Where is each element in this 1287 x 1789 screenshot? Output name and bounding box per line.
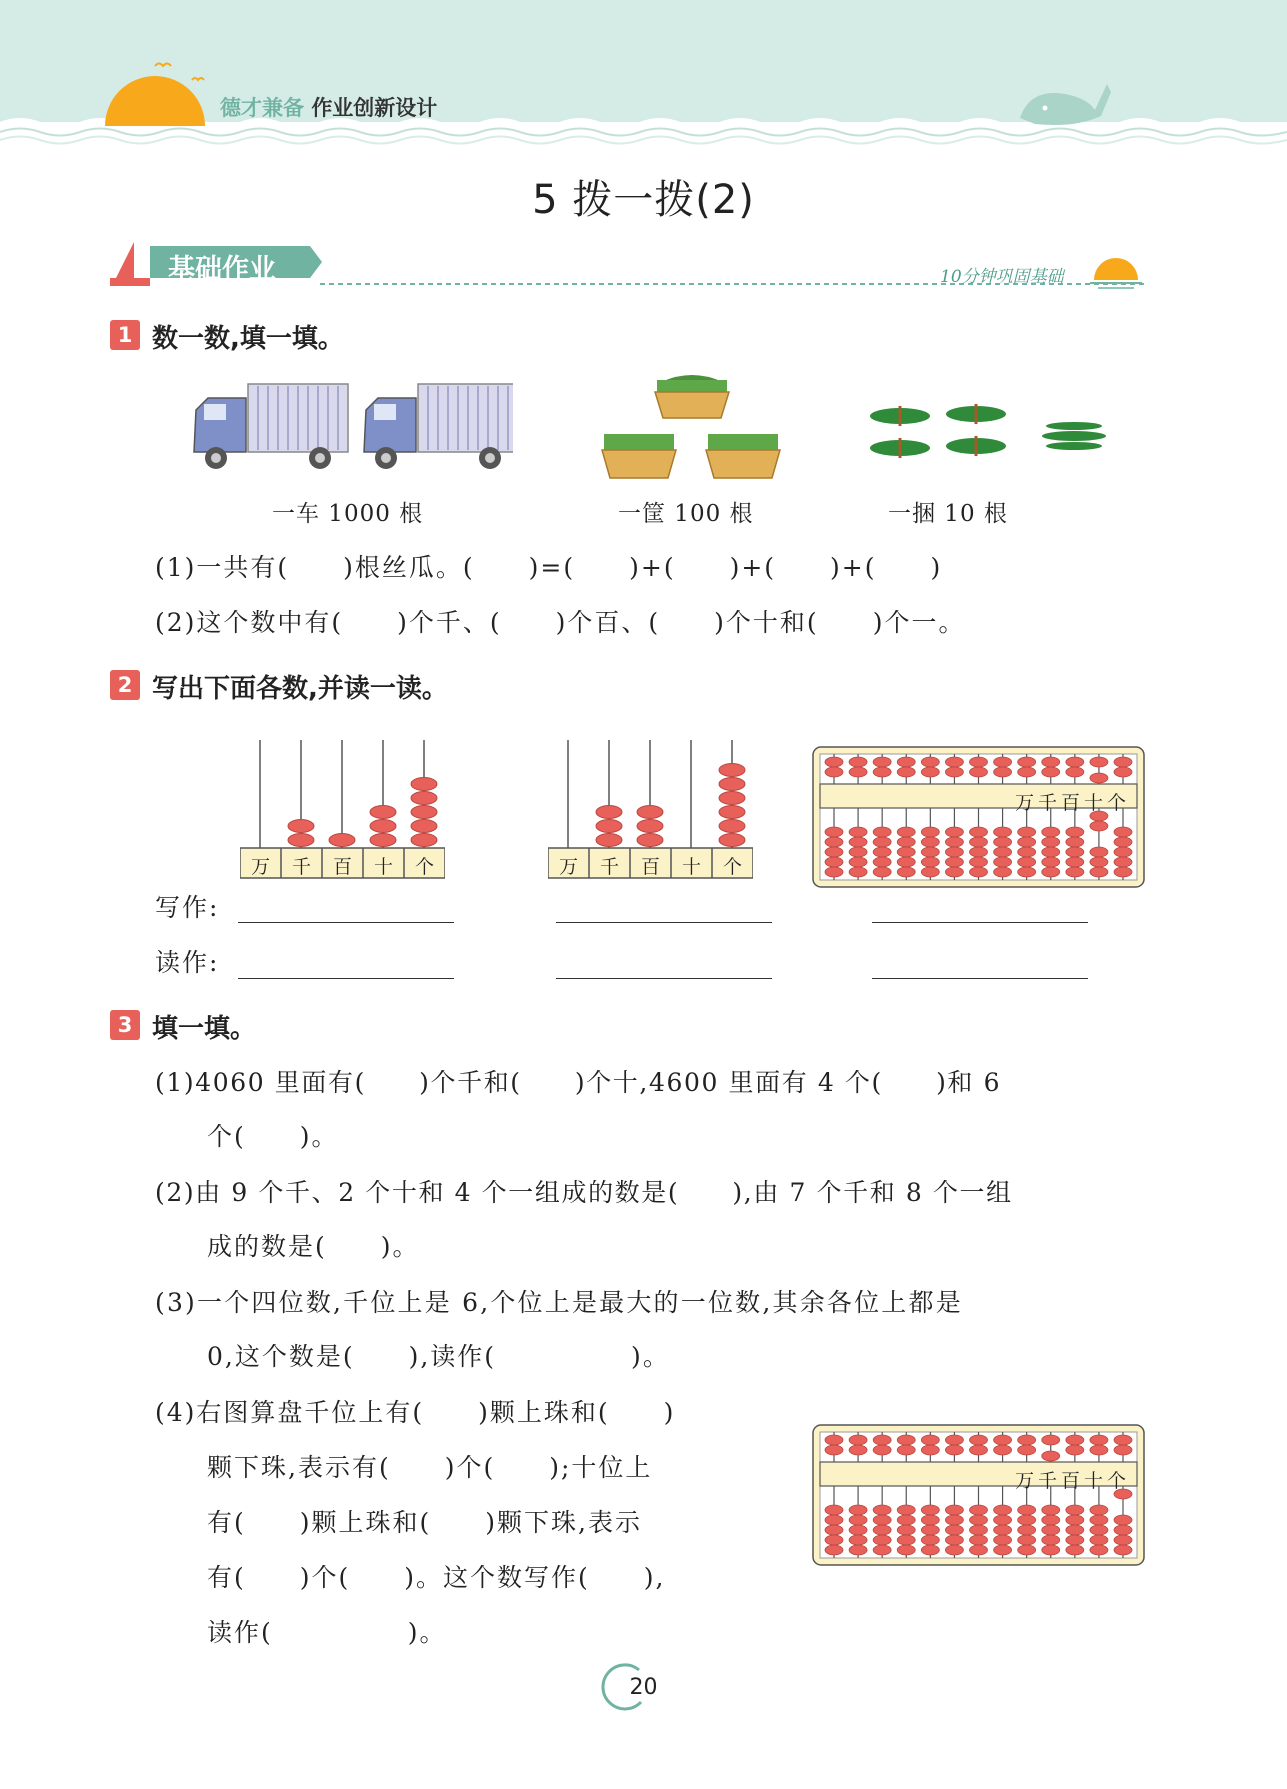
abacus-bead [1066,1505,1084,1515]
abacus-bead [970,757,988,767]
abacus-bead [945,1445,963,1455]
abacus-bead [921,1515,939,1525]
abacus-label: 万 [1015,792,1036,814]
bundle-icon [868,400,1113,475]
write-answer-2[interactable] [556,922,772,923]
abacus-bead [1018,1515,1036,1525]
q1-number: 1 [110,320,140,350]
abacus-bead [970,867,988,877]
abacus-bead [970,1505,988,1515]
abacus-bead [873,1445,891,1455]
abacus-bead [970,1445,988,1455]
abacus-bead [945,827,963,837]
abacus-label: 十 [1084,792,1105,814]
abacus-bead [873,1435,891,1445]
abacus-bead [994,857,1012,867]
abacus-bead [921,1525,939,1535]
abacus-bead [945,1545,963,1555]
abacus-bead [1114,1435,1132,1445]
abacus-bead [921,757,939,767]
abacus-bead [1114,857,1132,867]
abacus-bead [921,1445,939,1455]
abacus-bead [1042,827,1060,837]
q3-item-line: 读作( )。 [207,1618,447,1647]
abacus-bead [1090,1505,1108,1515]
abacus-bead [1090,757,1108,767]
q3-item-line: (4)右图算盘千位上有( )颗上珠和( ) [155,1398,676,1427]
section-note: 10分钟巩固基础 [940,267,1064,287]
abacus-bead [945,837,963,847]
q3-item-line: 颗下珠,表示有( )个( );十位上 [207,1453,653,1482]
abacus-bead [1042,1545,1060,1555]
abacus-bead [921,1545,939,1555]
abacus-bead [1114,1545,1132,1555]
abacus-bead [849,827,867,837]
abacus-bead [897,827,915,837]
abacus-beads [812,746,1145,888]
abacus-bead [994,1545,1012,1555]
abacus-bead [1090,857,1108,867]
place-label: 个 [723,856,744,878]
abacus-bead [1114,837,1132,847]
abacus-label: 个 [1107,792,1128,814]
abacus-label: 百 [1061,792,1082,814]
abacus-bead [849,757,867,767]
abacus-bead [849,1515,867,1525]
abacus-bead [921,1505,939,1515]
small-sun-icon [1090,250,1142,290]
place-label: 万 [559,856,580,878]
abacus-bead [1018,837,1036,847]
abacus-bead [1090,1535,1108,1545]
abacus-bead [1090,773,1108,783]
q1-line-2: (2)这个数中有( )个千、( )个百、( )个十和( )个一。 [155,608,966,637]
abacus-bead [825,1525,843,1535]
abacus-bead [873,1505,891,1515]
abacus-bead [1066,837,1084,847]
q3-item-line: (2)由 9 个千、2 个十和 4 个一组成的数是( ),由 7 个千和 8 个一组 [155,1178,1013,1207]
abacus-1 [812,746,1145,888]
abacus-bead [1018,1535,1036,1545]
abacus-bead [994,1505,1012,1515]
abacus-bead [1018,1445,1036,1455]
abacus-bead [849,1545,867,1555]
abacus-bead [1018,827,1036,837]
abacus-bead [897,767,915,777]
abacus-bead [897,1515,915,1525]
abacus-bead [921,847,939,857]
abacus-bead [849,1505,867,1515]
abacus-bead [873,857,891,867]
abacus-bead [945,1435,963,1445]
abacus-bead [994,837,1012,847]
place-label: 百 [641,856,662,878]
abacus-bead [1090,1435,1108,1445]
abacus-bead [1042,1535,1060,1545]
abacus-label: 千 [1038,792,1059,814]
abacus-bead [1018,847,1036,857]
abacus-bead [921,827,939,837]
abacus-bead [1042,857,1060,867]
abacus-bead [897,1535,915,1545]
counting-frame-1 [240,740,445,882]
read-answer-2[interactable] [556,978,772,979]
page-number: 20 [629,1675,658,1700]
abacus-bead [970,857,988,867]
abacus-bead [1114,1525,1132,1535]
abacus-beads [812,1424,1145,1566]
abacus-bead [873,1515,891,1525]
abacus-bead [873,1545,891,1555]
abacus-bead [970,1435,988,1445]
whale-icon [1015,78,1115,128]
abacus-bead [849,1435,867,1445]
abacus-bead [970,827,988,837]
abacus-bead [1042,837,1060,847]
abacus-bead [825,757,843,767]
abacus-bead [1114,757,1132,767]
abacus-bead [1042,1525,1060,1535]
place-label: 十 [682,856,703,878]
abacus-bead [921,867,939,877]
abacus-bead [1042,1451,1060,1461]
abacus-bead [897,847,915,857]
abacus-bead [1042,1505,1060,1515]
abacus-bead [921,1435,939,1445]
abacus-bead [970,1545,988,1555]
abacus-label: 个 [1107,1470,1128,1492]
abacus-bead [1114,827,1132,837]
sun-logo-icon [100,58,210,130]
abacus-bead [825,1545,843,1555]
abacus-bead [897,1445,915,1455]
q3-item-line: (1)4060 里面有( )个千和( )个十,4600 里面有 4 个( )和 6 [155,1068,1002,1097]
abacus-bead [1018,867,1036,877]
abacus-bead [897,1545,915,1555]
abacus-bead [1066,867,1084,877]
write-label: 写作: [155,893,220,922]
abacus-bead [849,1525,867,1535]
q1-line-1: (1)一共有( )根丝瓜。( )=( )+( )+( )+( ) [155,553,943,582]
q3-number: 3 [110,1010,140,1040]
abacus-bead [1018,1435,1036,1445]
abacus-bead [921,767,939,777]
abacus-bead [945,1515,963,1525]
abacus-bead [1090,1515,1108,1525]
abacus-bead [897,1435,915,1445]
read-label: 读作: [155,948,220,977]
abacus-bead [945,767,963,777]
q3-title: 填一填。 [152,1014,257,1044]
abacus-bead [849,857,867,867]
abacus-bead [849,847,867,857]
abacus-bead [1042,757,1060,767]
abacus-bead [849,1445,867,1455]
abacus-bead [921,1535,939,1545]
abacus-bead [873,1525,891,1535]
abacus-bead [1042,1515,1060,1525]
abacus-bead [994,847,1012,857]
abacus-bead [921,837,939,847]
abacus-bead [1066,1515,1084,1525]
abacus-bead [825,1515,843,1525]
abacus-bead [825,867,843,877]
abacus-bead [825,1445,843,1455]
abacus-bead [1042,767,1060,777]
abacus-bead [945,1535,963,1545]
abacus-bead [1114,867,1132,877]
abacus-label: 万 [1015,1470,1036,1492]
abacus-bead [994,867,1012,877]
abacus-bead [849,837,867,847]
counting-frame-2 [548,740,753,882]
abacus-bead [897,757,915,767]
abacus-bead [1090,867,1108,877]
abacus-bead [849,767,867,777]
abacus-bead [970,1515,988,1525]
abacus-bead [970,1525,988,1535]
abacus-bead [873,847,891,857]
abacus-bead [825,1435,843,1445]
truck-icon [188,380,513,475]
abacus-bead [873,767,891,777]
place-label: 千 [600,856,621,878]
abacus-bead [945,757,963,767]
abacus-bead [970,847,988,857]
abacus-bead [873,1535,891,1545]
abacus-bead [1066,1435,1084,1445]
brand [220,92,437,122]
abacus-bead [994,757,1012,767]
abacus-bead [873,757,891,767]
abacus-label: 千 [1038,1470,1059,1492]
abacus-bead [825,767,843,777]
abacus-bead [825,857,843,867]
abacus-bead [1018,1505,1036,1515]
abacus-bead [994,767,1012,777]
abacus-bead [1114,1535,1132,1545]
abacus-bead [1018,1545,1036,1555]
abacus-bead [1066,1445,1084,1455]
abacus-bead [970,837,988,847]
place-label: 十 [374,856,395,878]
place-label: 千 [292,856,313,878]
q2-title: 写出下面各数,并读一读。 [152,674,448,704]
abacus-bead [945,867,963,877]
place-label: 个 [415,856,436,878]
abacus-bead [1090,1545,1108,1555]
abacus-bead [873,827,891,837]
abacus-bead [1114,1515,1132,1525]
q1-title: 数一数,填一填。 [152,324,344,354]
abacus-bead [945,1525,963,1535]
section-label: 基础作业 [168,254,276,285]
abacus-bead [994,1525,1012,1535]
abacus-bead [1042,847,1060,857]
abacus-bead [897,837,915,847]
abacus-label: 十 [1084,1470,1105,1492]
abacus-bead [1042,1435,1060,1445]
abacus-label: 百 [1061,1470,1082,1492]
abacus-bead [897,857,915,867]
abacus-bead [1066,1545,1084,1555]
abacus-bead [1090,821,1108,831]
abacus-bead [897,1505,915,1515]
abacus-bead [994,1515,1012,1525]
abacus-bead [1066,1525,1084,1535]
brand-dark: 作业创新设计 [311,96,438,120]
abacus-bead [994,827,1012,837]
abacus-bead [825,847,843,857]
abacus-bead [921,857,939,867]
q3-item-line: (3)一个四位数,千位上是 6,个位上是最大的一位数,其余各位上都是 [155,1288,963,1317]
q3-item-line: 有( )颗上珠和( )颗下珠,表示 [207,1508,642,1537]
abacus-bead [970,767,988,777]
basket-icon [600,372,785,487]
abacus-bead [1090,1445,1108,1455]
abacus-bead [945,847,963,857]
abacus-bead [897,867,915,877]
abacus-bead [1018,757,1036,767]
q3-item-line: 有( )个( )。这个数写作( ), [207,1563,666,1592]
brand-green: 德才兼备 [220,96,304,120]
abacus-bead [1066,767,1084,777]
abacus-bead [897,1525,915,1535]
q2-number: 2 [110,670,140,700]
abacus-bead [1114,767,1132,777]
caption-truck: 一车 1000 根 [272,501,424,527]
abacus-bead [825,1535,843,1545]
abacus-bead [1018,1525,1036,1535]
page-title: 5 拨一拨(2) [532,177,755,223]
abacus-bead [1042,867,1060,877]
abacus-bead [1066,757,1084,767]
abacus-bead [825,1505,843,1515]
abacus-bead [1090,1525,1108,1535]
abacus-bead [873,837,891,847]
abacus-bead [1114,1445,1132,1455]
read-answer-1[interactable] [238,978,454,979]
abacus-bead [873,867,891,877]
abacus-bead [849,867,867,877]
read-answer-3[interactable] [872,978,1088,979]
q3-item-line: 成的数是( )。 [207,1232,420,1261]
abacus-bead [825,837,843,847]
abacus-bead [1066,847,1084,857]
abacus-bead [1066,857,1084,867]
place-label: 百 [333,856,354,878]
abacus-bead [1018,857,1036,867]
caption-bundle: 一捆 10 根 [888,501,1008,527]
abacus-bead [994,1445,1012,1455]
abacus-bead [970,1535,988,1545]
write-answer-1[interactable] [238,922,454,923]
abacus-bead [1090,847,1108,857]
q3-item-line: 0,这个数是( ),读作( )。 [207,1342,670,1371]
caption-basket: 一筐 100 根 [618,501,754,527]
abacus-bead [825,827,843,837]
abacus-bead [994,1435,1012,1445]
abacus-bead [945,1505,963,1515]
abacus-bead [1114,847,1132,857]
abacus-bead [1018,767,1036,777]
q3-item-line: 个( )。 [207,1122,339,1151]
abacus-bead [994,1535,1012,1545]
place-label: 万 [251,856,272,878]
abacus-bead [849,1535,867,1545]
abacus-2 [812,1424,1145,1566]
abacus-bead [1066,827,1084,837]
abacus-bead [945,857,963,867]
abacus-bead [1066,1535,1084,1545]
write-answer-3[interactable] [872,922,1088,923]
